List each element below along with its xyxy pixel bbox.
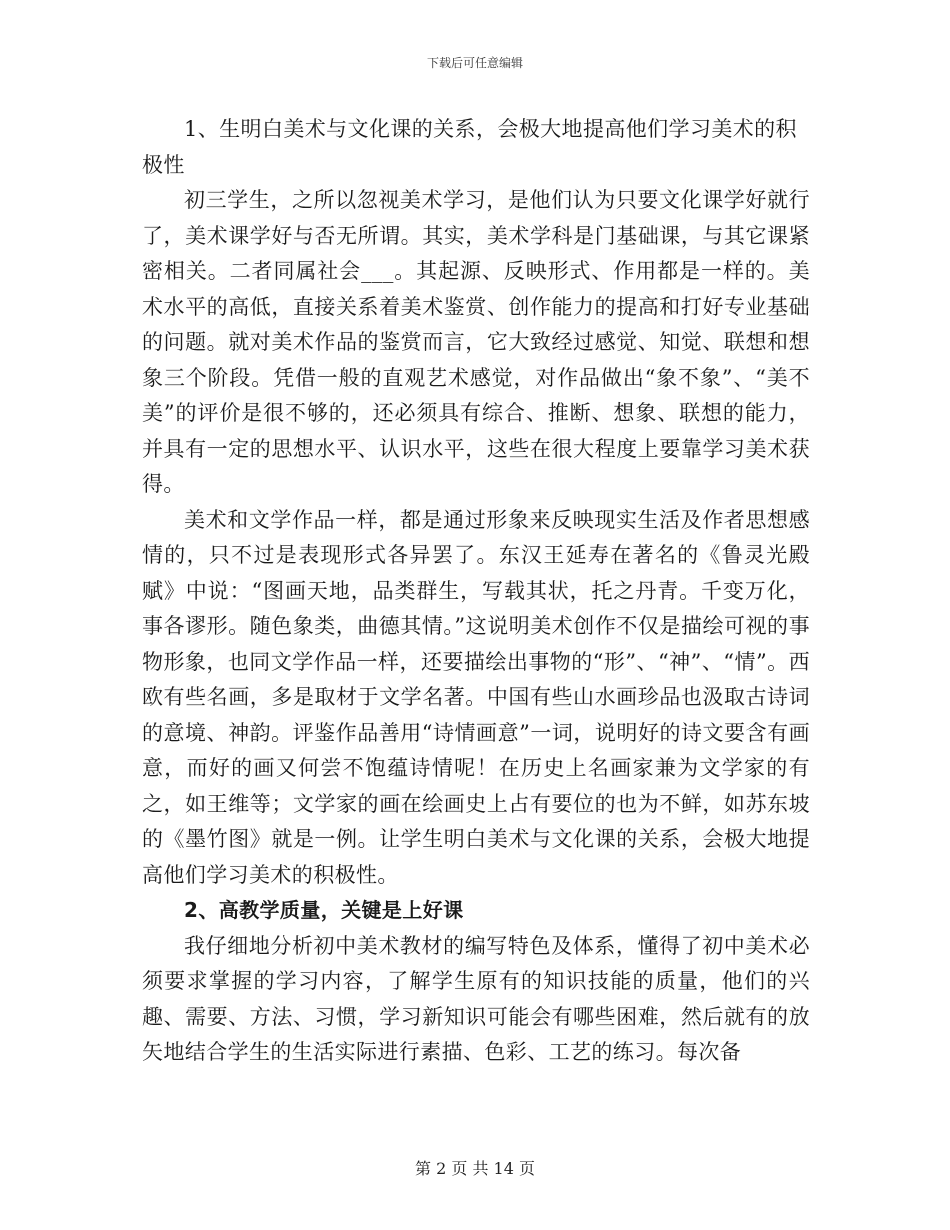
paragraph-3: 我仔细地分析初中美术教材的编写特色及体系，懂得了初中美术必须要求掌握的学习内容，了解学生原有的知识技能的质量，他们的兴趣、需要、方法、习惯，学习新知识可能会有哪些困难，然后就有的放矢地结合学生的生活实际进行素描、色彩、工艺的练习。每次备	[142, 933, 810, 1064]
document-body	[142, 112, 810, 1071]
page-header: 下载后可任意编辑	[426, 56, 523, 70]
section-heading-1: 1、生明白美术与文化课的关系，会极大地提高他们学习美术的积极性	[142, 117, 797, 177]
page-number: 第 2 页 共 14 页	[415, 1159, 535, 1178]
paragraph-1: 初三学生，之所以忽视美术学习，是他们认为只要文化课学好就行了，美术课学好与否无所谓。其实，美术学科是门基础课，与其它课紧密相关。二者同属社会___。其起源、反映形式、作用都是一样的。美术水平的高低，直接关系着美术鉴赏、创作能力的提高和打好专业基础的问题。就对美术作品的鉴赏而言，它大致经过感觉、知觉、联想和想象三个阶段。凭借一般的直观艺术感觉，对作品做出“象不象”、“美不美”的评价是很不够的，还必须具有综合、推断、想象、联想的能力，并具有一定的思想水平、认识水平，这些在很大程度上要靠学习美术获得。	[142, 188, 810, 496]
paragraph-2: 美术和文学作品一样，都是通过形象来反映现实生活及作者思想感情的，只不过是表现形式各异罢了。东汉王延寿在著名的《鲁灵光殿赋》中说：“图画天地，品类群生，写载其状，托之丹青。千变万化，事各谬形。随色象类，曲德其情。”这说明美术创作不仅是描绘可视的事物形象，也同文学作品一样，还要描绘出事物的“形”、“神”、“情”。西欧有些名画，多是取材于文学名著。中国有些山水画珍品也汲取古诗词的意境、神韵。评鉴作品善用“诗情画意”一词，说明好的诗文要含有画意，而好的画又何尝不饱蕴诗情呢！在历史上名画家兼为文学家的有之，如王维等；文学家的画在绘画史上占有要位的也为不鲜，如苏东坡的《墨竹图》就是一例。让学生明白美术与文化课的关系，会极大地提高他们学习美术的积极性。	[142, 507, 810, 887]
section-heading-2: 2、高教学质量，关键是上好课	[184, 898, 464, 922]
